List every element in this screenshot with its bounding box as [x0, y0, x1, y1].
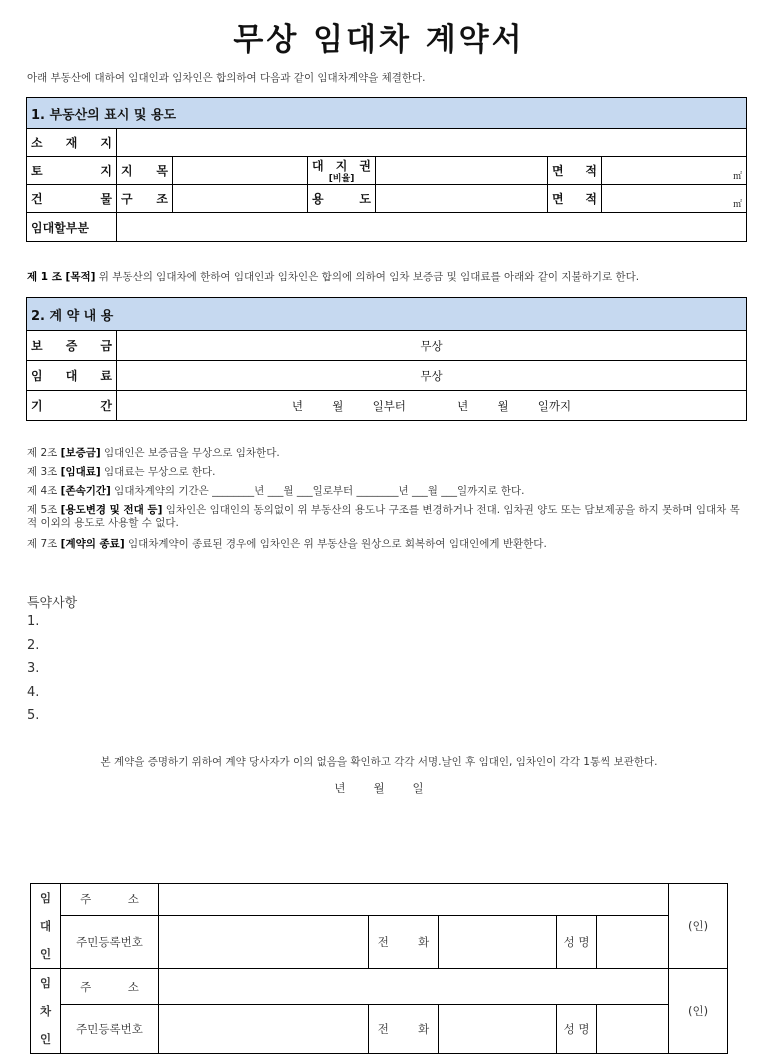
lessor-id-field[interactable] [159, 915, 369, 968]
lessor-name-label: 성 명 [557, 915, 597, 968]
building-area-label: 면 적 [548, 185, 602, 213]
lessor-name-field[interactable] [597, 915, 669, 968]
article-1-text: 위 부동산의 임대차에 한하여 임대인과 임차인은 합의에 의하여 임차 보증금 및 임대료를 아래와 같이 지불하기로 한다. [98, 271, 640, 283]
special-term-item[interactable]: 2. [27, 638, 40, 653]
land-right-label: 대 지 권 [비율] [308, 157, 376, 185]
date-day: 일 [412, 781, 424, 795]
special-term-item[interactable]: 3. [27, 661, 40, 676]
intro-text: 아래 부동산에 대하여 임대인과 임차인은 합의하여 다음과 같이 임대차계약을 체결한다. [27, 72, 426, 84]
building-label: 건 물 [27, 185, 117, 213]
period-value[interactable]: 년 월 일부터 년 월 일까지 [117, 391, 747, 421]
deposit-value[interactable]: 무상 [117, 331, 747, 361]
building-area-unit: ㎡ [733, 200, 743, 210]
closing-statement: 본 계약을 증명하기 위하여 계약 당사자가 이의 없음을 확인하고 각각 서명.날인 후 임대인, 임차인이 각각 1통씩 보관한다. [100, 756, 658, 768]
special-term-item[interactable]: 4. [27, 685, 40, 700]
article-2: 제 2조 [보증금] 임대인은 보증금을 무상으로 임차한다. [27, 447, 280, 459]
section1-heading: 1. 부동산의 표시 및 용도 [27, 98, 747, 129]
lessee-phone-label: 전 화 [369, 1005, 439, 1054]
article-5: 제 5조 [용도변경 및 전대 등] 임차인은 임대인의 동의없이 위 부동산의 용도나 구조를 변경하거나 전대. 임차권 양도 또는 담보제공을 하지 못하며 임대차 목적 이외의 용도로 사용할 수 없다. [27, 504, 740, 529]
location-field[interactable] [117, 129, 747, 157]
parties-table [30, 883, 728, 1054]
location-label: 소 재 지 [27, 129, 117, 157]
lessee-seal[interactable]: (인) [669, 969, 728, 1054]
lessee-id-label: 주민등록번호 [61, 1005, 159, 1054]
lessor-seal[interactable]: (인) [669, 884, 728, 969]
date-year: 년 [334, 781, 346, 795]
lessor-phone-label: 전 화 [369, 915, 439, 968]
article-1 [27, 271, 639, 284]
date-month: 월 [373, 781, 385, 795]
lessee-address-field[interactable] [159, 969, 669, 1005]
land-area-unit: ㎡ [733, 172, 743, 182]
special-terms-title: 특약사항 [27, 596, 78, 611]
lease-part-field[interactable] [117, 213, 747, 242]
land-right-field[interactable] [376, 157, 548, 185]
rent-value[interactable]: 무상 [117, 361, 747, 391]
lessee-name-label: 성 명 [557, 1005, 597, 1054]
lessor-id-label: 주민등록번호 [61, 915, 159, 968]
land-area-label: 면 적 [548, 157, 602, 185]
land-label: 토 지 [27, 157, 117, 185]
structure-label: 구 조 [117, 185, 173, 213]
lessor-address-label: 주 소 [61, 884, 159, 916]
document-title: 무상 임대차 계약서 [233, 22, 525, 58]
property-table [26, 97, 747, 242]
jimok-label: 지 목 [117, 157, 173, 185]
lessor-label: 임 대 인 [31, 884, 61, 969]
jimok-field[interactable] [173, 157, 308, 185]
use-label: 용 도 [308, 185, 376, 213]
land-area-field[interactable] [602, 157, 747, 185]
deposit-label: 보 증 금 [27, 331, 117, 361]
period-label: 기 간 [27, 391, 117, 421]
section2-heading: 2. 계 약 내 용 [27, 298, 747, 331]
lessee-name-field[interactable] [597, 1005, 669, 1054]
rent-label: 임 대 료 [27, 361, 117, 391]
lessor-phone-field[interactable] [439, 915, 557, 968]
article-1-title: 제 1 조 [목적] [27, 271, 96, 283]
lessee-address-label: 주 소 [61, 969, 159, 1005]
lessee-id-field[interactable] [159, 1005, 369, 1054]
article-4: 제 4조 [존속기간] 임대차계약의 기간은 ________년 ___월 ___일로부터 ________년 ___월 ___일까지로 한다. [27, 485, 525, 497]
lease-part-label: 임대할부분 [27, 213, 117, 242]
land-right-ratio: [비율] [328, 174, 355, 184]
structure-field[interactable] [173, 185, 308, 213]
article-7: 제 7조 [계약의 종료] 임대차계약이 종료된 경우에 임차인은 위 부동산을 원상으로 회복하여 임대인에게 반환한다. [27, 538, 547, 550]
contract-table [26, 297, 747, 421]
lessee-label: 임 차 인 [31, 969, 61, 1054]
lessor-address-field[interactable] [159, 884, 669, 916]
building-area-field[interactable] [602, 185, 747, 213]
special-term-item[interactable]: 5. [27, 708, 40, 723]
use-field[interactable] [376, 185, 548, 213]
contract-date[interactable] [0, 780, 758, 796]
lessee-phone-field[interactable] [439, 1005, 557, 1054]
article-3: 제 3조 [임대료] 임대료는 무상으로 한다. [27, 466, 216, 478]
special-term-item[interactable]: 1. [27, 614, 40, 629]
